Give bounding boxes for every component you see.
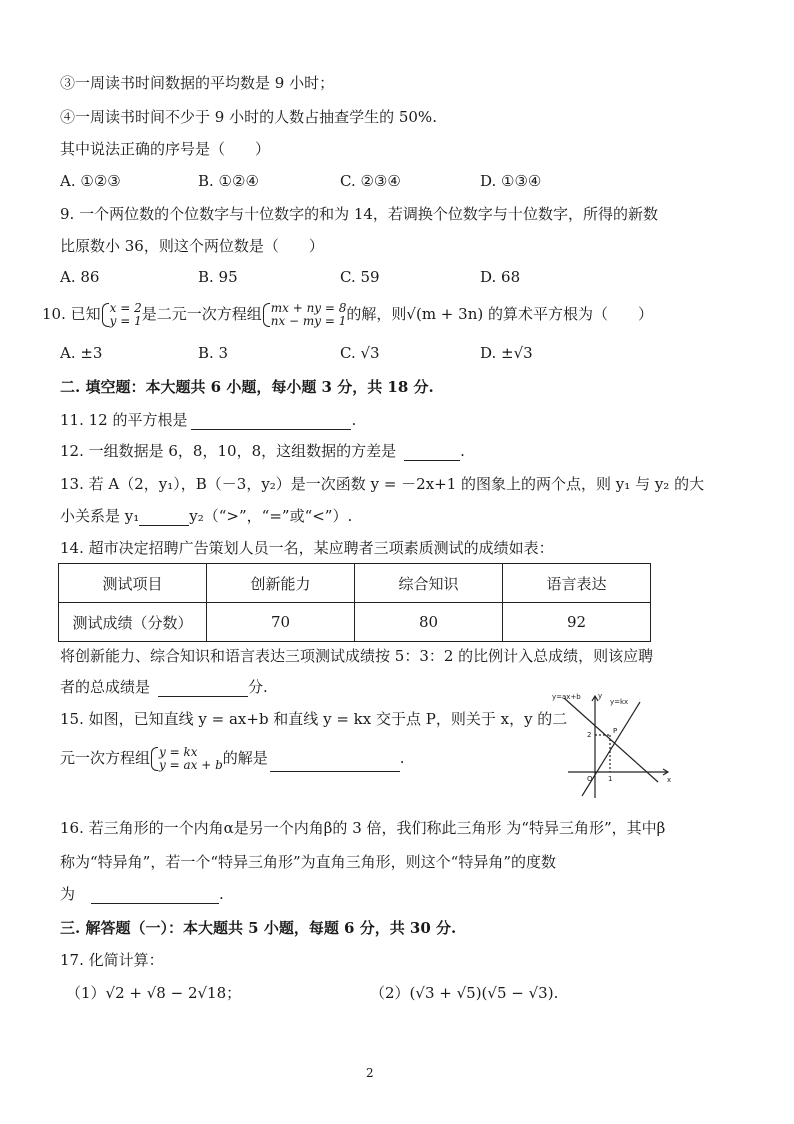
q13-line2a: 小关系是 y₁ [60, 507, 140, 525]
q10-eq1: mx + ny = 8 [270, 301, 347, 315]
table-cell: 80 [355, 603, 503, 642]
q15-eq1: y = kx [159, 745, 198, 759]
label-tick-x: 1 [608, 775, 613, 783]
q16-line3b: . [219, 885, 224, 903]
q10-eq2: nx − my = 1 [270, 314, 347, 328]
q16-answer-blank[interactable] [91, 887, 219, 904]
label-tick-y: 2 [587, 731, 592, 739]
q15-graph [550, 690, 675, 805]
q16-line3a: 为 [60, 885, 76, 903]
q16-line1: 16. 若三角形的一个内角α是另一个内角β的 3 倍，我们称此三角形 为“特异三角形”，其中β [60, 819, 666, 837]
q10-stem [42, 300, 653, 328]
q14-line4 [60, 677, 268, 697]
section3-heading: 三. 解答题（一）：本大题共 5 小题，每题 6 分，共 30 分. [60, 919, 457, 937]
table-header-cell: 语言表达 [503, 564, 651, 603]
q10-system [262, 302, 347, 328]
q9-option-c: C. 59 [340, 268, 380, 286]
q15-line2a: 元一次方程组 [60, 749, 151, 767]
q10-option-d: D. ±√3 [480, 344, 533, 362]
q10-prefix: 10. 已知 [42, 305, 101, 323]
q8-option-c: C. ②③④ [340, 172, 401, 190]
q11: 11. 12 的平方根是 . [60, 411, 357, 429]
q10-option-b: B. 3 [198, 344, 229, 362]
q9-option-d: D. 68 [480, 268, 521, 286]
q13-line2 [60, 506, 352, 526]
q17-part1: （1）√2 + √8 − 2√18； [66, 984, 242, 1002]
table-row [59, 564, 651, 603]
q15-system [150, 746, 223, 772]
q11-answer-blank[interactable] [191, 413, 351, 430]
q10-option-a: A. ±3 [60, 344, 103, 362]
q8-option-d: D. ①③④ [480, 172, 542, 190]
label-y-axis: y [598, 692, 603, 700]
q14-line3: 将创新能力、综合知识和语言表达三项测试成绩按 5：3：2 的比例计入总成绩，则该应聘 [60, 647, 654, 665]
table-header-cell: 综合知识 [355, 564, 503, 603]
q17-part2: （2）(√3 + √5)(√5 − √3). [370, 984, 559, 1002]
q15-line1: 15. 如图，已知直线 y = ax+b 和直线 y = kx 交于点 P，则关于 x，y 的二 [60, 710, 568, 728]
q8-item4: ④一周读书时间不少于 9 小时的人数占抽查学生的 50%. [60, 108, 437, 126]
label-line-kx: y=kx [610, 698, 629, 706]
q10-sol-x: x = 2 [109, 301, 142, 315]
line-y-ax-b [564, 698, 658, 782]
q12: 12. 一组数据是 6，8，10，8，这组数据的方差是 . [60, 442, 465, 460]
table-row [59, 603, 651, 642]
q14-line4a: 者的总成绩是 [60, 678, 151, 696]
table-header-cell: 测试项目 [59, 564, 207, 603]
label-x-axis: x [667, 776, 672, 784]
table-cell: 92 [503, 603, 651, 642]
q12-answer-blank[interactable] [404, 444, 460, 461]
section2-heading: 二. 填空题：本大题共 6 小题，每小题 3 分，共 18 分. [60, 378, 434, 396]
q14-intro: 14. 超市决定招聘广告策划人员一名，某应聘者三项素质测试的成绩如表： [60, 539, 554, 557]
q13-line2b: y₂（“>”，“=”或“<”）. [189, 507, 353, 525]
q15-eq2: y = ax + b [159, 758, 223, 772]
q9-line1: 9. 一个两位数的个位数字与十位数字的和为 14，若调换个位数字与十位数字，所得的新数 [60, 205, 658, 223]
q8-option-b: B. ①②④ [198, 172, 259, 190]
q12-text: 12. 一组数据是 6，8，10，8，这组数据的方差是 [60, 442, 397, 460]
q14-line4b: 分. [248, 678, 268, 696]
table-header-cell: 创新能力 [207, 564, 355, 603]
q14-score-table [58, 563, 651, 642]
q17-title: 17. 化简计算： [60, 951, 164, 969]
table-cell: 70 [207, 603, 355, 642]
q9-option-a: A. 86 [60, 268, 100, 286]
q10-suffix: 的解，则√(m + 3n) 的算术平方根为（ ） [346, 305, 653, 323]
q10-middle: 是二元一次方程组 [141, 305, 262, 323]
q14-answer-blank[interactable] [158, 680, 248, 697]
label-origin: O [587, 775, 593, 783]
q15-line2b: 的解是 [222, 749, 268, 767]
q10-option-c: C. √3 [340, 344, 380, 362]
q8-prompt: 其中说法正确的序号是（ ） [60, 140, 271, 158]
label-point-p: P [613, 727, 618, 735]
q15-answer-blank[interactable] [270, 755, 400, 772]
page-number: 2 [366, 1066, 374, 1080]
table-row-label: 测试成绩（分数） [59, 603, 207, 642]
q16-line2: 称为“特异角”，若一个“特异三角形”为直角三角形，则这个“特异角”的度数 [60, 853, 557, 871]
q8-item3: ③一周读书时间数据的平均数是 9 小时； [60, 74, 335, 92]
q16-line3 [60, 884, 224, 904]
q10-sol-y: y = 1 [109, 314, 142, 328]
q10-solution [101, 302, 142, 328]
q9-option-b: B. 95 [198, 268, 238, 286]
q15-line2: 元一次方程组 y = kx y = ax + b 的解是 . [60, 745, 405, 772]
label-line-ax-b: y=ax+b [552, 693, 581, 701]
q11-text: 11. 12 的平方根是 [60, 411, 188, 429]
q8-option-a: A. ①②③ [60, 172, 121, 190]
q13-line1: 13. 若 A（2，y₁），B（－3，y₂）是一次函数 y = －2x+1 的图象上的两个点，则 y₁ 与 y₂ 的大 [60, 475, 705, 493]
q13-answer-blank[interactable] [139, 509, 189, 526]
q9-line2: 比原数小 36，则这个两位数是（ ） [60, 237, 324, 255]
